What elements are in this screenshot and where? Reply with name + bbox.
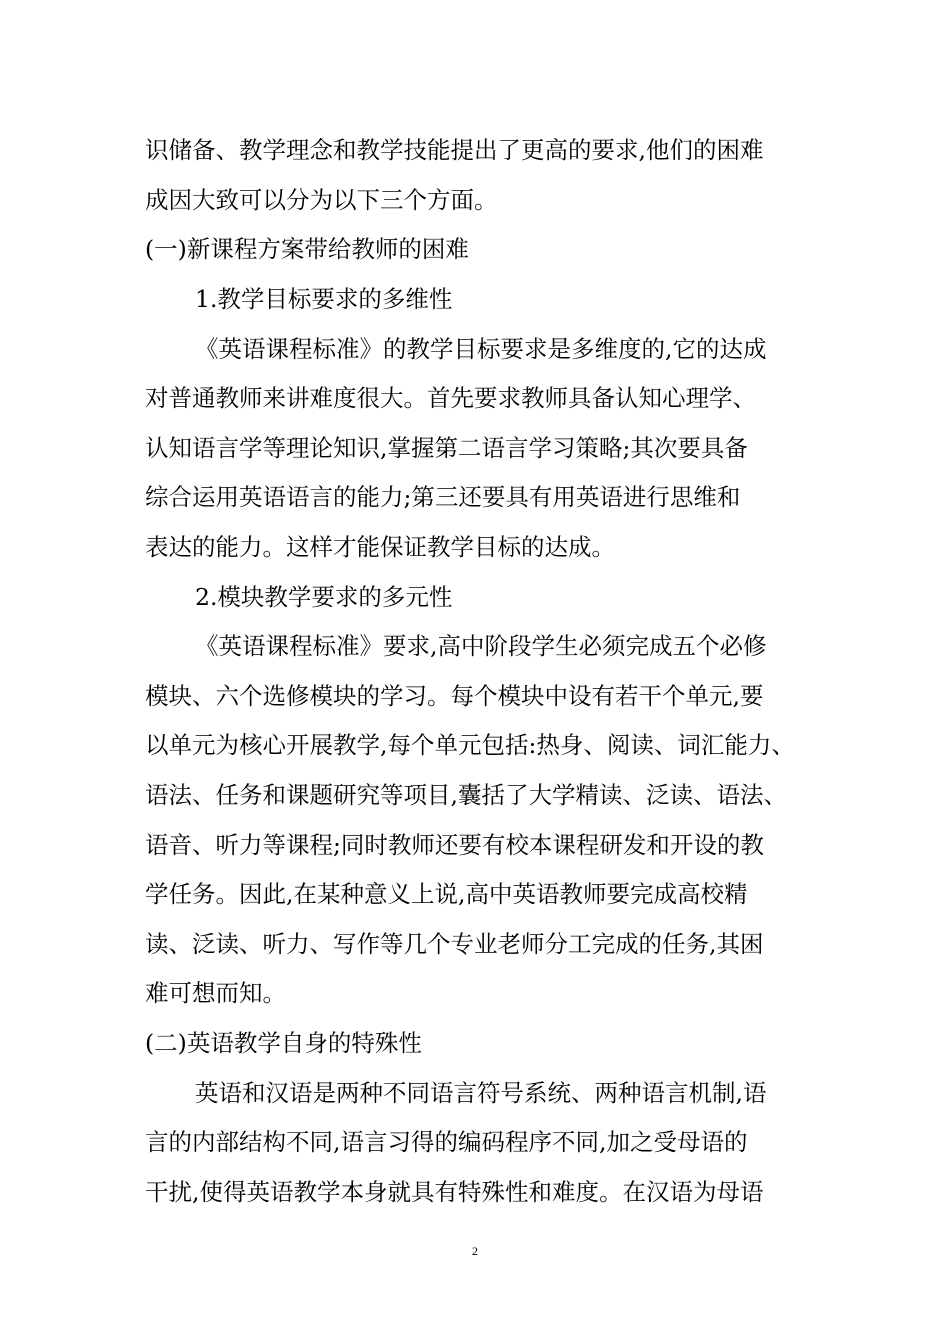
body-text-line: 语音、听力等课程;同时教师还要有校本课程研发和开设的教 bbox=[145, 831, 764, 859]
body-text-line: 言的内部结构不同,语言习得的编码程序不同,加之受母语的 bbox=[145, 1128, 748, 1156]
body-text-line: 表达的能力。这样才能保证教学目标的达成。 bbox=[145, 533, 615, 561]
body-text-line: 成因大致可以分为以下三个方面。 bbox=[145, 186, 498, 214]
body-text-line: 难可想而知。 bbox=[145, 979, 286, 1007]
body-text-line: 《英语课程标准》要求,高中阶段学生必须完成五个必修 bbox=[195, 632, 767, 660]
body-text-line: 认知语言学等理论知识,掌握第二语言学习策略;其次要具备 bbox=[145, 434, 748, 462]
section-heading: (二)英语教学自身的特殊性 bbox=[145, 1029, 422, 1057]
body-text-line: 识储备、教学理念和教学技能提出了更高的要求,他们的困难 bbox=[145, 136, 764, 164]
body-text-line: 以单元为核心开展教学,每个单元包括:热身、阅读、词汇能力、 bbox=[145, 731, 795, 759]
subsection-heading: 2.模块教学要求的多元性 bbox=[195, 583, 453, 611]
subsection-heading: 1.教学目标要求的多维性 bbox=[195, 285, 453, 313]
section-heading: (一)新课程方案带给教师的困难 bbox=[145, 235, 469, 263]
body-text-line: 综合运用英语语言的能力;第三还要具有用英语进行思维和 bbox=[145, 483, 741, 511]
body-text-line: 语法、任务和课题研究等项目,囊括了大学精读、泛读、语法、 bbox=[145, 781, 787, 809]
body-text-line: 模块、六个选修模块的学习。每个模块中设有若干个单元,要 bbox=[145, 682, 764, 710]
body-text-line: 英语和汉语是两种不同语言符号系统、两种语言机制,语 bbox=[195, 1079, 767, 1107]
body-text-line: 《英语课程标准》的教学目标要求是多维度的,它的达成 bbox=[195, 335, 767, 363]
body-text-line: 干扰,使得英语教学本身就具有特殊性和难度。在汉语为母语 bbox=[145, 1178, 764, 1206]
body-text-line: 学任务。因此,在某种意义上说,高中英语教师要完成高校精 bbox=[145, 880, 748, 908]
body-text-line: 对普通教师来讲难度很大。首先要求教师具备认知心理学、 bbox=[145, 384, 756, 412]
body-text-line: 读、泛读、听力、写作等几个专业老师分工完成的任务,其困 bbox=[145, 930, 764, 958]
page-number: 2 bbox=[472, 1244, 478, 1258]
